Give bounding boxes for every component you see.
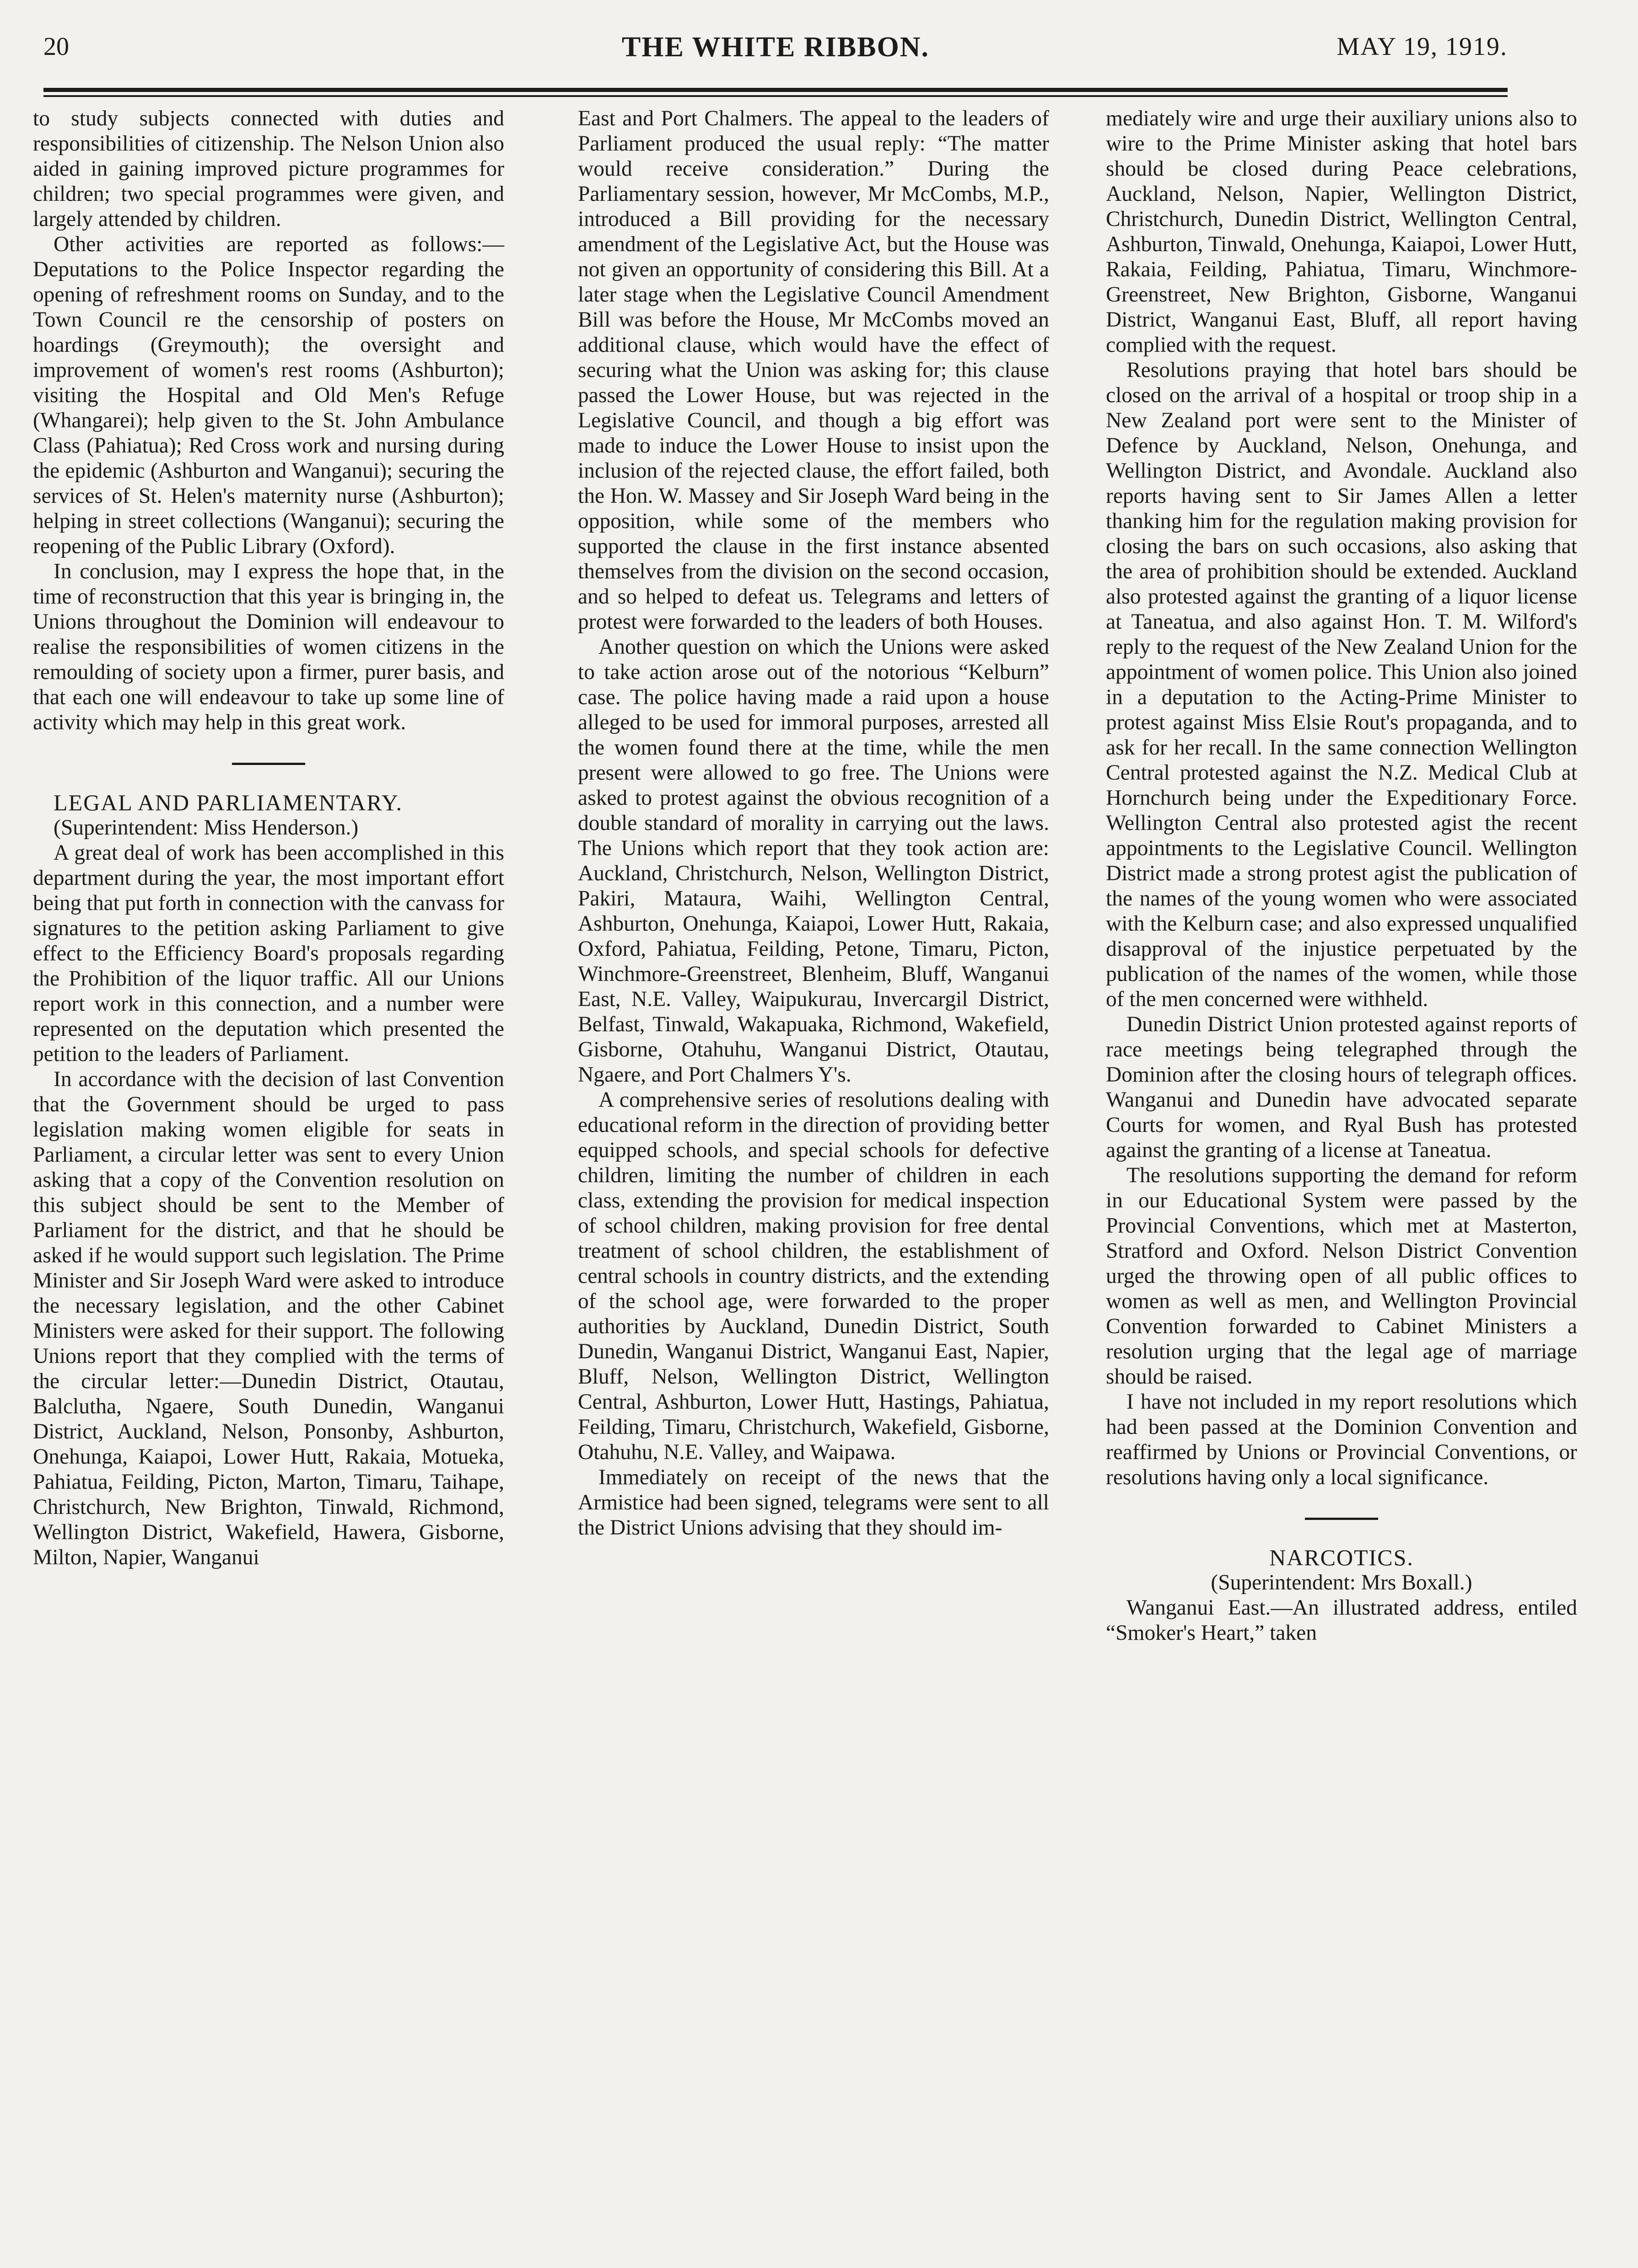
- section-divider: [232, 763, 305, 765]
- paragraph: A great deal of work has been accomplished in this department during the year, the most important effort being that put forth in connection with the canvass for signatures to the petition asking Parliament to give effect to the Efficiency Board's proposals regarding the Prohibition of the liquor traffic. All our Unions report work in this connection, and a number were represented on the deputation which presented the petition to the leaders of Parliament.: [33, 841, 504, 1066]
- issue-date: MAY 19, 1919.: [1336, 32, 1508, 61]
- paragraph: In conclusion, may I express the hope that, in the time of reconstruction that this year is bringing in, the Unions throughout the Dominion will endeavour to realise the responsibilities of women citizens in the remoulding of society upon a firmer, purer basis, and that each one will endeavour to take up some line of activity which may help in this great work.: [33, 560, 504, 734]
- paragraph: mediately wire and urge their auxiliary unions also to wire to the Prime Minister asking that hotel bars should be closed during Peace celebrations, Auckland, Nelson, Napier, Wellington District, Christchurch, Dunedin District, Wellington Central, Ashburton, Tinwald, Onehunga, Kaiapoi, Lower Hutt, Rakaia, Feilding, Pahiatua, Timaru, Winchmore-Greenstreet, New Brighton, Gisborne, Wanganui District, Wanganui East, Bluff, all report having complied with the request.: [1106, 107, 1577, 357]
- section-superintendent: (Superintendent: Miss Henderson.): [54, 816, 359, 840]
- paragraph: Another question on which the Unions were asked to take action arose out of the notorious “Kelburn” case. The police having made a raid upon a house alleged to be used for immoral purposes, arrested all the women found there at the time, while the men present were allowed to go free. The Unions were asked to protest against the obvious recognition of a double standard of morality in carrying out the laws. The Unions which report that they took action are: Auckland, Christchurch, Nelson, Wellington District, Pakiri, Mataura, Waihi, Wellington Central, Ashburton, Onehunga, Kaiapoi, Lower Hutt, Rakaia, Oxford, Pahiatua, Feilding, Petone, Timaru, Picton, Winchmore-Greenstreet, Blenheim, Bluff, Wanganui East, N.E. Valley, Waipukurau, Invercargil District, Belfast, Tinwald, Wakapuaka, Richmond, Wakefield, Gisborne, Otahuhu, Wanganui District, Otautau, Ngaere, and Port Chalmers Y's.: [578, 635, 1049, 1087]
- paragraph: Resolutions praying that hotel bars should be closed on the arrival of a hospital or troop ship in a New Zealand port were sent to the Minister of Defence by Auckland, Nelson, Onehunga, and Wellington District, and Avondale. Auckland also reports having sent to Sir James Allen a letter thanking him for the regulation making provision for closing the bars on such occasions, also asking that the area of prohibition should be extended. Auckland also protested against the granting of a liquor license at Taneatua, and also against Hon. T. M. Wilford's reply to the request of the New Zealand Union for the appointment of women police. This Union also joined in a deputation to the Acting-Prime Minister to protest against Miss Elsie Rout's propaganda, and to ask for her recall. In the same connection Wellington Central protested against the N.Z. Medical Club at Hornchurch being under the Expeditionary Force. Wellington Central also protested agist the recent appointments to the Legislative Council. Wellington District made a strong protest agist the publication of the names of the young women who were associated with the Kelburn case; and also expressed unqualified disapproval of the injustice perpetuated by the publication of the names of the women, while those of the men concerned were withheld.: [1106, 358, 1577, 1011]
- paragraph: Other activities are reported as follows:—Deputations to the Police Inspector regarding the opening of refreshment rooms on Sunday, and to the Town Council re the censorship of posters on hoardings (Greymouth); the oversight and improvement of women's rest rooms (Ashburton); visiting the Hospital and Old Men's Refuge (Whangarei); help given to the St. John Ambulance Class (Pahiatua); Red Cross work and nursing during the epidemic (Ashburton and Wanganui); securing the services of St. Helen's maternity nurse (Ashburton); helping in street collections (Wanganui); securing the reopening of the Public Library (Oxford).: [33, 232, 504, 558]
- masthead-title: THE WHITE RIBBON.: [622, 32, 929, 63]
- section-superintendent: (Superintendent: Mrs Boxall.): [1211, 1571, 1472, 1595]
- paragraph: to study subjects connected with duties and responsibilities of citizenship. The Nelson Union also aided in gaining improved picture programmes for children; two special programmes were given, and largely attended by children.: [33, 107, 504, 231]
- header-rule-thick: [43, 88, 1508, 92]
- paragraph: The resolutions supporting the demand for reform in our Educational System were passed by the Provincial Conventions, which met at Masterton, Stratford and Oxford. Nelson District Convention urged the throwing open of all public offices to women as well as men, and Wellington Provincial Convention forwarded to Cabinet Ministers a resolution urging that the legal age of marriage should be raised.: [1106, 1164, 1577, 1389]
- header-rule-thin: [43, 95, 1508, 97]
- paragraph: In accordance with the decision of last Convention that the Government should be urged to pass legislation making women eligible for seats in Parliament, a circular letter was sent to every Union asking that a copy of the Convention resolution on this subject should be sent to the Member of Parliament for the district, and that he should be asked if he would support such legislation. The Prime Minister and Sir Joseph Ward were asked to introduce the necessary legislation, and the other Cabinet Ministers were asked for their support. The following Unions report that they complied with the terms of the circular letter:—Dunedin District, Otautau, Balclutha, Ngaere, South Dunedin, Wanganui District, Auckland, Nelson, Ponsonby, Ashburton, Onehunga, Kaiapoi, Lower Hutt, Rakaia, Motueka, Pahiatua, Feilding, Picton, Marton, Timaru, Taihape, Christchurch, New Brighton, Tinwald, Richmond, Wellington District, Wakefield, Hawera, Gisborne, Milton, Napier, Wanganui: [33, 1067, 504, 1569]
- column-1: [33, 106, 504, 1570]
- paragraph: A comprehensive series of resolutions dealing with educational reform in the direction of providing better equipped schools, and special schools for defective children, limiting the number of children in each class, extending the provision for medical inspection of school children, making provision for free dental treatment of school children, the establishment of central schools in country districts, and the extending of the school age, were forwarded to the proper authorities by Auckland, Dunedin District, South Dunedin, Wanganui District, Wanganui East, Napier, Bluff, Nelson, Wellington District, Wellington Central, Ashburton, Lower Hutt, Hastings, Pahiatua, Feilding, Timaru, Christchurch, Wakefield, Gisborne, Otahuhu, N.E. Valley, and Waipawa.: [578, 1088, 1049, 1464]
- paragraph: Wanganui East.—An illustrated address, entiled “Smoker's Heart,” taken: [1106, 1596, 1577, 1645]
- paragraph: East and Port Chalmers. The appeal to the leaders of Parliament produced the usual reply: “The matter would receive consideration.” During the Parliamentary session, however, Mr McCombs, M.P., introduced a Bill providing for the necessary amendment of the Legislative Act, but the House was not given an opportunity of considering this Bill. At a later stage when the Legislative Council Amendment Bill was before the House, Mr McCombs moved an additional clause, which would have the effect of securing what the Union was asking for; this clause passed the Lower House, but was rejected in the Legislative Council, and though a big effort was made to induce the Lower House to insist upon the inclusion of the rejected clause, the effort failed, both the Hon. W. Massey and Sir Joseph Ward being in the opposition, while some of the members who supported the clause in the first instance absented themselves from the division on the second occasion, and so helped to defeat us. Telegrams and letters of protest were forwarded to the leaders of both Houses.: [578, 107, 1049, 634]
- section-heading-narcotics: NARCOTICS.: [1269, 1545, 1414, 1570]
- paragraph: I have not included in my report resolutions which had been passed at the Dominion Convention and reaffirmed by Unions or Provincial Conventions, or resolutions having only a local significance.: [1106, 1390, 1577, 1489]
- section-divider: [1305, 1518, 1378, 1520]
- page-header: [43, 27, 1508, 69]
- section-heading-legal: LEGAL AND PARLIAMENTARY.: [54, 790, 403, 815]
- paragraph: Immediately on receipt of the news that the Armistice had been signed, telegrams were sent to all the District Unions advising that they should im-: [578, 1465, 1049, 1540]
- paragraph: Dunedin District Union protested against reports of race meetings being telegraphed through the Dominion after the closing hours of telegraph offices. Wanganui and Dunedin have advocated separate Courts for women, and Ryal Bush has protested against the granting of a license at Taneatua.: [1106, 1013, 1577, 1162]
- column-3: [1106, 106, 1577, 1646]
- page-number: 20: [43, 32, 69, 61]
- column-2: [578, 106, 1049, 1541]
